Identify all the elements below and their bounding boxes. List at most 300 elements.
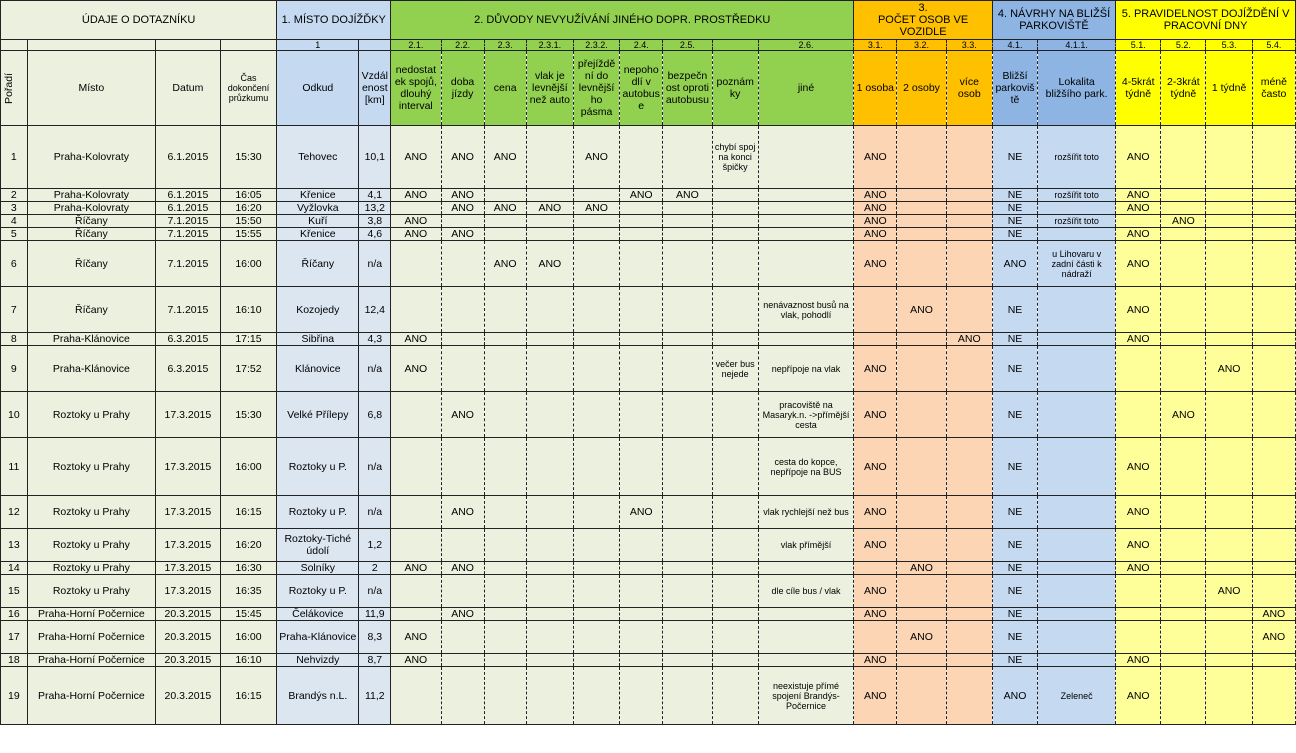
cell-d23 [484,667,526,725]
cell-d232 [573,654,619,667]
cell-vzdalenost: 8,3 [359,621,391,654]
cell-p33 [946,562,992,575]
cell-p31: ANO [854,667,897,725]
cell-poradi: 13 [1,529,28,562]
table-row [1,215,1296,228]
cell-r53 [1206,189,1252,202]
number-pozn [712,40,758,51]
cell-r54 [1252,126,1295,189]
cell-r54 [1252,529,1295,562]
cell-pozn [712,215,758,228]
cell-odkud: Roztoky u P. [277,496,359,529]
cell-d232 [573,333,619,346]
column-header-row [1,51,1296,126]
cell-p33 [946,287,992,333]
cell-cas: 17:15 [220,333,277,346]
cell-n41: NE [992,228,1037,241]
group-header-row [1,1,1296,40]
cell-misto: Praha-Klánovice [27,346,155,392]
cell-n41: NE [992,654,1037,667]
cell-d22 [441,241,484,287]
cell-p32 [897,228,946,241]
cell-r54: ANO [1252,621,1295,654]
cell-p31: ANO [854,608,897,621]
cell-vzdalenost: 4,3 [359,333,391,346]
cell-poradi: 10 [1,392,28,438]
cell-datum: 17.3.2015 [156,529,221,562]
cell-vzdalenost: n/a [359,575,391,608]
cell-poradi: 15 [1,575,28,608]
cell-p32 [897,392,946,438]
cell-poradi: 18 [1,654,28,667]
cell-d25 [663,202,712,215]
cell-odkud: Sibřina [277,333,359,346]
number-d25: 2.5. [663,40,712,51]
cell-d23 [484,287,526,333]
cell-r54 [1252,241,1295,287]
table-row [1,621,1296,654]
cell-p32 [897,667,946,725]
cell-r54 [1252,228,1295,241]
group-navrhy: 4. NÁVRHY NA BLIŽŠÍ PARKOVIŠTĚ [992,1,1115,40]
cell-n411: rozšířit toto [1038,126,1116,189]
cell-n411 [1038,333,1116,346]
cell-n41: NE [992,575,1037,608]
table-row [1,575,1296,608]
cell-r52 [1161,562,1206,575]
cell-d24 [620,228,663,241]
cell-datum: 17.3.2015 [156,562,221,575]
cell-misto: Roztoky u Prahy [27,529,155,562]
table-row [1,392,1296,438]
col-r54: méně často [1252,51,1295,126]
cell-d22: ANO [441,189,484,202]
cell-r51: ANO [1116,189,1161,202]
cell-datum: 6.1.2015 [156,202,221,215]
cell-d232 [573,575,619,608]
cell-pozn: chybí spoj na konci špičky [712,126,758,189]
cell-misto: Říčany [27,287,155,333]
cell-n41: NE [992,333,1037,346]
cell-poradi: 11 [1,438,28,496]
cell-r53 [1206,202,1252,215]
cell-d231: ANO [526,241,573,287]
cell-vzdalenost: 13,2 [359,202,391,215]
cell-n411 [1038,608,1116,621]
cell-misto: Roztoky u Prahy [27,575,155,608]
cell-vzdalenost: n/a [359,241,391,287]
cell-datum: 17.3.2015 [156,496,221,529]
cell-d231 [526,654,573,667]
number-r54: 5.4. [1252,40,1295,51]
cell-d24: ANO [620,496,663,529]
cell-pozn [712,333,758,346]
cell-d21 [391,241,441,287]
cell-r52 [1161,189,1206,202]
cell-odkud: Říčany [277,241,359,287]
cell-p31: ANO [854,202,897,215]
cell-datum: 6.1.2015 [156,126,221,189]
cell-n41: NE [992,438,1037,496]
cell-d231 [526,287,573,333]
cell-p31: ANO [854,228,897,241]
col-d23: cena [484,51,526,126]
cell-cas: 16:00 [220,438,277,496]
number-r51: 5.1. [1116,40,1161,51]
col-odkud: Odkud [277,51,359,126]
cell-r51: ANO [1116,438,1161,496]
cell-cas: 15:50 [220,215,277,228]
cell-d25 [663,529,712,562]
cell-misto: Praha-Kolovraty [27,202,155,215]
cell-p31: ANO [854,575,897,608]
cell-r51: ANO [1116,654,1161,667]
cell-d21 [391,667,441,725]
cell-r53: ANO [1206,575,1252,608]
cell-cas: 16:20 [220,529,277,562]
cell-n411 [1038,287,1116,333]
cell-p32 [897,126,946,189]
number-d26: 2.6. [758,40,854,51]
cell-poradi: 6 [1,241,28,287]
cell-poradi: 8 [1,333,28,346]
cell-d25 [663,562,712,575]
cell-misto: Roztoky u Prahy [27,438,155,496]
cell-d232 [573,562,619,575]
col-d26: jiné [758,51,854,126]
cell-p31 [854,333,897,346]
table-row [1,346,1296,392]
cell-d24 [620,215,663,228]
cell-n411 [1038,438,1116,496]
cell-d21 [391,529,441,562]
cell-r54 [1252,496,1295,529]
cell-n411 [1038,392,1116,438]
cell-cas: 16:35 [220,575,277,608]
cell-r51 [1116,608,1161,621]
cell-vzdalenost: 12,4 [359,287,391,333]
cell-d23: ANO [484,126,526,189]
cell-vzdalenost: 6,8 [359,392,391,438]
cell-d21 [391,496,441,529]
cell-datum: 20.3.2015 [156,654,221,667]
cell-d23 [484,654,526,667]
cell-r53 [1206,438,1252,496]
cell-d232 [573,228,619,241]
cell-poradi: 17 [1,621,28,654]
cell-cas: 16:00 [220,621,277,654]
cell-p33: ANO [946,333,992,346]
cell-p31: ANO [854,346,897,392]
col-r52: 2-3krát týdně [1161,51,1206,126]
cell-d22: ANO [441,202,484,215]
cell-r53 [1206,608,1252,621]
cell-r52 [1161,667,1206,725]
cell-datum: 20.3.2015 [156,667,221,725]
cell-d21 [391,608,441,621]
number-p32: 3.2. [897,40,946,51]
cell-r52 [1161,654,1206,667]
cell-odkud: Křenice [277,228,359,241]
cell-d26 [758,215,854,228]
number-misto [27,40,155,51]
cell-datum: 17.3.2015 [156,575,221,608]
cell-n41: NE [992,529,1037,562]
cell-d26 [758,189,854,202]
cell-n41: NE [992,189,1037,202]
cell-d232 [573,392,619,438]
cell-p32: ANO [897,621,946,654]
col-p33: více osob [946,51,992,126]
cell-d24 [620,529,663,562]
table-row [1,529,1296,562]
cell-d26: neexistuje přímé spojení Brandýs-Počernice [758,667,854,725]
cell-r52 [1161,621,1206,654]
cell-d21 [391,392,441,438]
cell-d22 [441,667,484,725]
table-row [1,654,1296,667]
cell-d231 [526,496,573,529]
cell-cas: 16:10 [220,654,277,667]
cell-d24 [620,438,663,496]
group-udaje: ÚDAJE O DOTAZNÍKU [1,1,277,40]
cell-p33 [946,621,992,654]
cell-misto: Říčany [27,241,155,287]
cell-n41: NE [992,202,1037,215]
cell-misto: Praha-Klánovice [27,333,155,346]
cell-d26 [758,608,854,621]
cell-p33 [946,346,992,392]
cell-n411 [1038,202,1116,215]
cell-cas: 15:30 [220,126,277,189]
col-n411: Lokalita bližšího park. [1038,51,1116,126]
cell-d231 [526,562,573,575]
cell-d21: ANO [391,189,441,202]
cell-datum: 17.3.2015 [156,438,221,496]
cell-d232 [573,438,619,496]
cell-n41: NE [992,346,1037,392]
cell-poradi: 5 [1,228,28,241]
cell-d24 [620,392,663,438]
cell-d232 [573,667,619,725]
cell-n41: NE [992,215,1037,228]
cell-r52 [1161,575,1206,608]
cell-r53 [1206,529,1252,562]
cell-p33 [946,392,992,438]
col-vzdalenost: Vzdálenost [km] [359,51,391,126]
cell-misto: Říčany [27,215,155,228]
cell-r52: ANO [1161,215,1206,228]
cell-d24 [620,621,663,654]
cell-cas: 16:10 [220,287,277,333]
table-row [1,562,1296,575]
cell-p31: ANO [854,496,897,529]
cell-p32 [897,333,946,346]
cell-datum: 20.3.2015 [156,608,221,621]
cell-r53 [1206,228,1252,241]
number-d24: 2.4. [620,40,663,51]
cell-d26 [758,654,854,667]
col-r53: 1 týdně [1206,51,1252,126]
number-d22: 2.2. [441,40,484,51]
cell-d24 [620,126,663,189]
cell-pozn [712,496,758,529]
cell-datum: 20.3.2015 [156,621,221,654]
group-pocet-number: 3. [918,2,928,14]
cell-d26 [758,333,854,346]
cell-odkud: Klánovice [277,346,359,392]
cell-pozn [712,667,758,725]
cell-r51: ANO [1116,667,1161,725]
cell-p33 [946,575,992,608]
cell-d22 [441,333,484,346]
cell-n411: rozšířit toto [1038,215,1116,228]
cell-misto: Praha-Kolovraty [27,126,155,189]
cell-vzdalenost: n/a [359,346,391,392]
cell-datum: 6.3.2015 [156,333,221,346]
cell-cas: 16:15 [220,496,277,529]
cell-d231 [526,126,573,189]
cell-odkud: Praha-Klánovice [277,621,359,654]
cell-vzdalenost: 4,1 [359,189,391,202]
cell-r53: ANO [1206,346,1252,392]
cell-r54 [1252,287,1295,333]
cell-d23: ANO [484,241,526,287]
cell-d231 [526,228,573,241]
cell-odkud: Křenice [277,189,359,202]
cell-d22 [441,438,484,496]
cell-p33 [946,215,992,228]
cell-cas: 15:45 [220,608,277,621]
number-n41: 4.1. [992,40,1037,51]
cell-odkud: Roztoky u P. [277,438,359,496]
cell-odkud: Vyžlovka [277,202,359,215]
cell-d231 [526,438,573,496]
cell-n41: ANO [992,667,1037,725]
cell-pozn [712,621,758,654]
cell-r51 [1116,392,1161,438]
cell-d23 [484,529,526,562]
cell-r54 [1252,215,1295,228]
cell-p31: ANO [854,189,897,202]
cell-d26: nenávaznost busů na vlak, pohodlí [758,287,854,333]
cell-r51: ANO [1116,496,1161,529]
cell-d22: ANO [441,562,484,575]
cell-d24 [620,333,663,346]
cell-r52 [1161,529,1206,562]
cell-r54 [1252,562,1295,575]
col-p32: 2 osoby [897,51,946,126]
cell-pozn [712,228,758,241]
cell-n41: NE [992,621,1037,654]
cell-cas: 16:30 [220,562,277,575]
cell-cas: 16:00 [220,241,277,287]
cell-d25 [663,654,712,667]
cell-p31: ANO [854,392,897,438]
cell-odkud: Solníky [277,562,359,575]
cell-d21 [391,202,441,215]
cell-p31 [854,562,897,575]
cell-d21: ANO [391,228,441,241]
cell-r52 [1161,287,1206,333]
cell-d26: vlak přímější [758,529,854,562]
table-row [1,496,1296,529]
cell-d25 [663,346,712,392]
cell-r52 [1161,346,1206,392]
col-d24: nepohodlí v autobuse [620,51,663,126]
cell-d21: ANO [391,333,441,346]
cell-p32: ANO [897,287,946,333]
cell-vzdalenost: 4,6 [359,228,391,241]
cell-d25 [663,392,712,438]
cell-r54 [1252,333,1295,346]
cell-p31: ANO [854,654,897,667]
cell-d25 [663,333,712,346]
cell-datum: 7.1.2015 [156,241,221,287]
cell-odkud: Kozojedy [277,287,359,333]
cell-r51: ANO [1116,562,1161,575]
cell-d22 [441,215,484,228]
number-datum [156,40,221,51]
cell-r53 [1206,333,1252,346]
cell-r51 [1116,215,1161,228]
cell-d25 [663,438,712,496]
cell-p32 [897,189,946,202]
cell-p33 [946,529,992,562]
number-d232: 2.3.2. [573,40,619,51]
cell-r53 [1206,241,1252,287]
cell-vzdalenost: 10,1 [359,126,391,189]
cell-poradi: 12 [1,496,28,529]
cell-d24 [620,562,663,575]
cell-d24: ANO [620,189,663,202]
survey-body [1,126,1296,725]
cell-p31: ANO [854,438,897,496]
cell-d24 [620,575,663,608]
number-d23: 2.3. [484,40,526,51]
cell-r52 [1161,228,1206,241]
cell-poradi: 4 [1,215,28,228]
cell-r53 [1206,621,1252,654]
table-row [1,333,1296,346]
cell-misto: Praha-Kolovraty [27,189,155,202]
cell-r53 [1206,667,1252,725]
cell-p32 [897,575,946,608]
cell-pozn [712,202,758,215]
cell-d231 [526,667,573,725]
cell-pozn [712,241,758,287]
cell-d26 [758,228,854,241]
cell-d231 [526,575,573,608]
cell-r51: ANO [1116,228,1161,241]
cell-p33 [946,126,992,189]
cell-d21: ANO [391,621,441,654]
cell-d24 [620,608,663,621]
number-d231: 2.3.1. [526,40,573,51]
cell-d25 [663,608,712,621]
cell-r51: ANO [1116,202,1161,215]
cell-d25 [663,667,712,725]
cell-poradi: 16 [1,608,28,621]
cell-r52 [1161,241,1206,287]
cell-d22: ANO [441,126,484,189]
cell-odkud: Kuří [277,215,359,228]
cell-poradi: 19 [1,667,28,725]
cell-d22 [441,654,484,667]
cell-r52 [1161,438,1206,496]
cell-d26 [758,621,854,654]
cell-poradi: 3 [1,202,28,215]
